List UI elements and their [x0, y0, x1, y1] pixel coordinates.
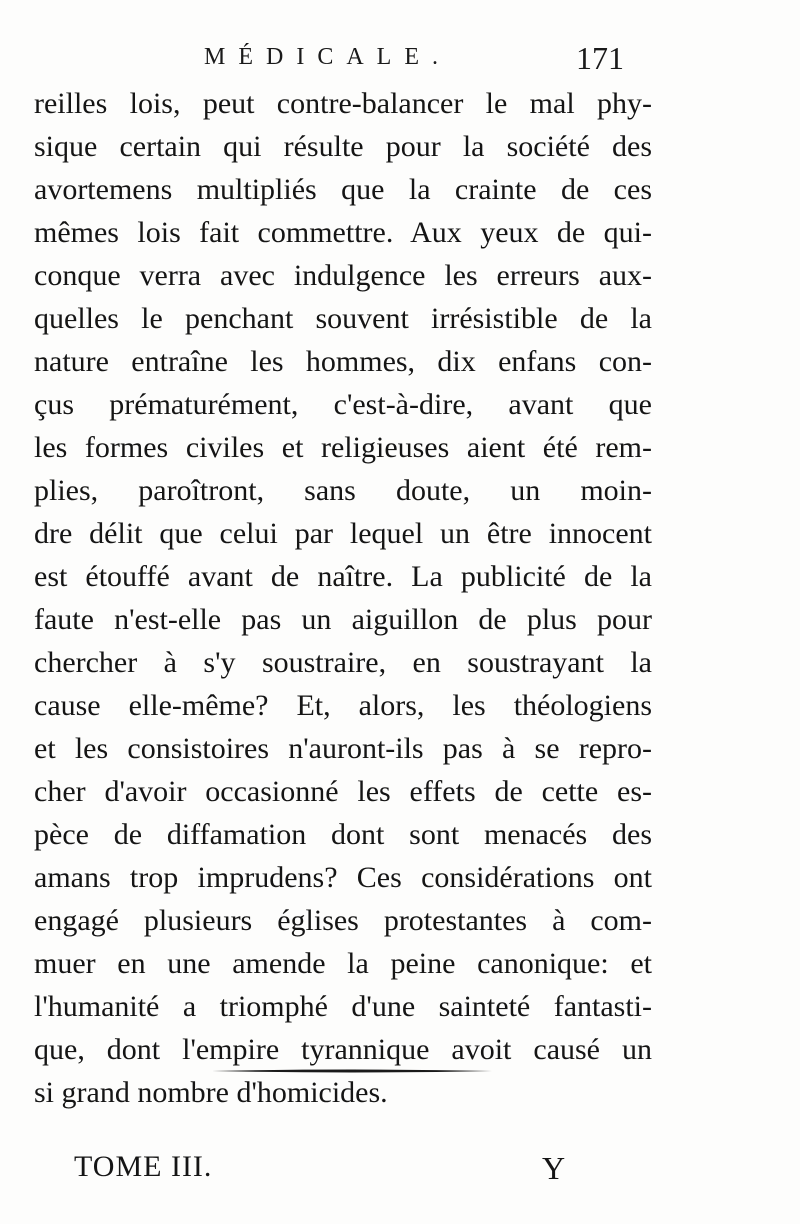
body-text [34, 82, 652, 1114]
text-line: faute n'est-elle pas un aiguillon de plus pour [34, 603, 652, 636]
text-line: est étouffé avant de naître. La publicité de la [34, 560, 652, 593]
text-line: les formes civiles et religieuses aient été rem- [34, 431, 652, 464]
text-line: sique certain qui résulte pour la société des [34, 130, 652, 163]
text-line: conque verra avec indulgence les erreurs aux- [34, 259, 652, 292]
text-line: cher d'avoir occasionné les effets de cette es- [34, 775, 652, 808]
text-line: engagé plusieurs églises protestantes à com- [34, 904, 652, 937]
page-footer [74, 1150, 594, 1194]
text-line: et les consistoires n'auront-ils pas à se repro- [34, 732, 652, 765]
signature-mark: Y [542, 1150, 566, 1186]
text-line: dre délit que celui par lequel un être innocent [34, 517, 652, 550]
text-line: cause elle-même? Et, alors, les théologiens [34, 689, 652, 722]
text-line: avortemens multipliés que la crainte de ces [34, 173, 652, 206]
running-title: MÉDICALE. [204, 44, 451, 70]
text-line: muer en une amende la peine canonique: et [34, 947, 652, 980]
ornamental-rule [212, 1068, 492, 1074]
text-line: quelles le penchant souvent irrésistible de la [34, 302, 652, 335]
text-line: chercher à s'y soustraire, en soustrayant la [34, 646, 652, 679]
volume-label: TOME III. [74, 1150, 213, 1183]
text-line: reilles lois, peut contre-balancer le mal phy- [34, 87, 652, 120]
text-line: mêmes lois fait commettre. Aux yeux de qui- [34, 216, 652, 249]
text-line: plies, paroîtront, sans doute, un moin- [34, 474, 652, 507]
text-line: si grand nombre d'homicides. [34, 1076, 388, 1109]
text-line: pèce de diffamation dont sont menacés des [34, 818, 652, 851]
text-line: çus prématurément, c'est-à-dire, avant que [34, 388, 652, 421]
text-line: que, dont l'empire tyrannique avoit causé un [34, 1033, 652, 1066]
text-line: amans trop imprudens? Ces considérations ont [34, 861, 652, 894]
running-head [180, 40, 640, 80]
text-line: nature entraîne les hommes, dix enfans con- [34, 345, 652, 378]
page-number: 171 [576, 40, 624, 76]
text-line: l'humanité a triomphé d'une sainteté fantasti- [34, 990, 652, 1023]
